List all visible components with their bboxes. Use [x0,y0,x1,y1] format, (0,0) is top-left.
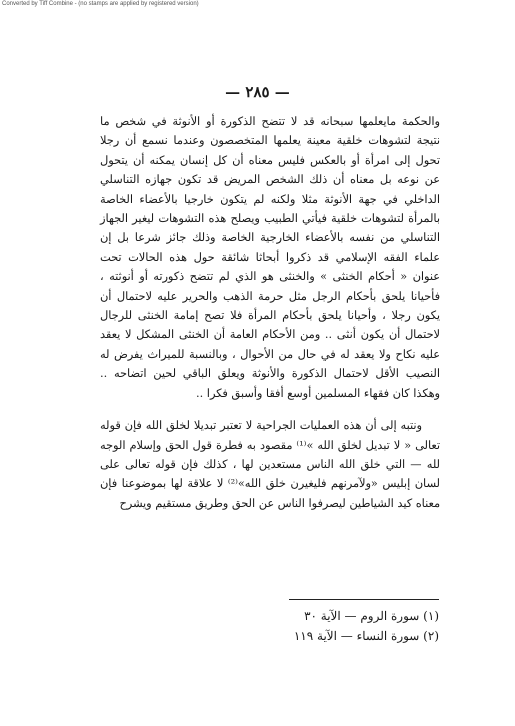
footnote-divider [289,599,439,600]
paragraph: والحكمة مايعلمها سبحانه قد لا تتضح الذكورة أو الأنوثة في شخص ما نتيجة لتشوهات خلقية معينة يعلمها المتخصصون وعندما نسمع أن رجلا تحول إلى امرأة أو بالعكس فليس معناه أن كل إنسان يمكنه أن يتحول عن نوعه بل معناه أن ذلك الشخص المريض قد تكون جهازه التناسلي الداخلي في جهة الأنوثة مثلا ولكنه لم يتكون خارجيا بالأعضاء الخاصة بالمرأة لتشوهات خلقية فيأتي الطبيب ويصلح هذه التشوهات ليغير الجهاز التناسلي من نفسه بالأعضاء الخارجية الخاصة وذلك جائز شرعا بل إن علماء الفقه الإسلامي قد ذكروا أبحاثا شائقة حول هذه الحالات تحت عنوان « أحكام الخنثى » والخنثى هو الذي لم تتضح ذكورته أو أنوثته ، فأحيانا يلحق بأحكام الرجل مثل حرمة الذهب والحرير عليه لاحتمال أن يكون رجلا ، وأحيانا يلحق بأحكام المرأة فلا تصح إمامة الخنثى للرجال لاحتمال أن يكون أنثى .. ومن الأحكام العامة أن الخنثى المشكل لا يعقد عليه نكاح ولا يعقد له في حال من الأحوال ، وبالنسبة للميراث يفرض له النصيب الأقل لاحتمال الذكورة والأنوثة ويعلق الباقي لحين اتضاحه .. وهكذا كان فقهاء المسلمين أوسع أفقا وأسبق فكرا .. [100,115,440,400]
page-number: — ٢٨٥ — [225,83,290,101]
footnote: (٢) سورة النساء — الآية ١١٩ [293,629,439,643]
footnote: (١) سورة الروم — الآية ٣٠ [304,609,439,623]
body-text [100,112,440,513]
converter-banner: Converted by Tiff Combine - (no stamps are applied by registered version) [2,1,199,7]
footnotes [219,606,439,646]
paragraph: ونتبه إلى أن هذه العمليات الجراحية لا تعتبر تبديلا لخلق الله فإن قوله تعالى « لا تبديل لخلق الله »⁽¹⁾ مقصود به فطرة قول الحق وإسلام الوجه لله — التي خلق الله الناس مستعدين لها ، كذلك فإن قوله تعالى على لسان إبليس «ولآمرنهم فليغيرن خلق الله»⁽²⁾ لا علاقة لها بموضوعنا فإن معناه كيد الشياطين ليصرفوا الناس عن الحق وطريق مستقيم ويشرح [100,419,440,510]
